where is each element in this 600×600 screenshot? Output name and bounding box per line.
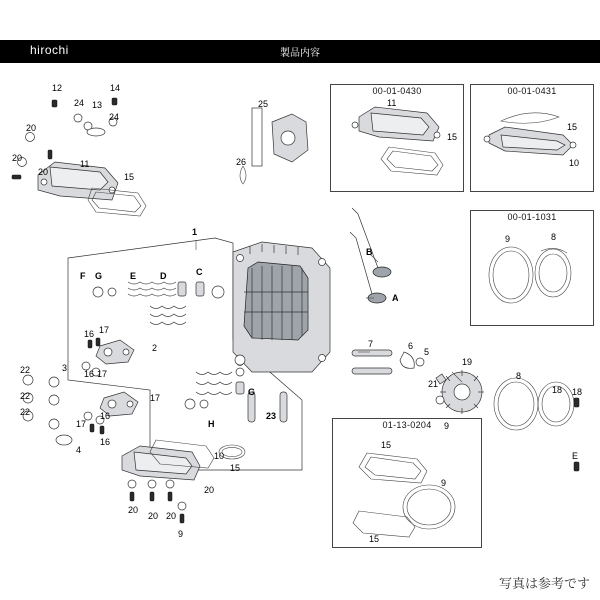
panel-callout: 11 xyxy=(387,98,397,108)
panel-code: 01-13-0204 xyxy=(382,420,432,430)
callout-number: 17 xyxy=(99,325,110,335)
callout-number: 9 xyxy=(178,529,184,539)
callout-number: 14 xyxy=(110,83,121,93)
callout-number: 17 xyxy=(150,393,161,403)
callout-number: 25 xyxy=(258,99,269,109)
callout-number: 20 xyxy=(166,511,177,521)
panel-callout: 15 xyxy=(381,440,392,450)
callout-number: 24 xyxy=(109,112,120,122)
panel-callout: 8 xyxy=(551,232,557,242)
callout-number: 22 xyxy=(20,407,31,417)
panel-01-13-0204 xyxy=(332,418,482,548)
callout-number: 4 xyxy=(76,445,82,455)
callout-number: F xyxy=(80,271,86,281)
callout-number: 16 xyxy=(84,329,95,339)
panel-callout: 15 xyxy=(567,122,578,132)
panel-code: 00-01-1031 xyxy=(507,212,557,222)
brand-logo: hirochi xyxy=(30,43,69,57)
callout-number: 20 xyxy=(38,167,49,177)
callout-number: 18 xyxy=(572,387,583,397)
callout-number: 26 xyxy=(236,157,247,167)
callout-number: 20 xyxy=(26,123,37,133)
callout-number: 10 xyxy=(214,451,225,461)
callout-number: 17 xyxy=(76,419,87,429)
callout-number: 20 xyxy=(148,511,159,521)
reference-note: 写真は参考です xyxy=(498,576,590,591)
callout-number: G xyxy=(248,387,256,397)
callout-number: 23 xyxy=(266,411,277,421)
callout-number: H xyxy=(208,419,215,429)
callout-number: 21 xyxy=(428,379,439,389)
callout-number: C xyxy=(196,267,203,277)
callout-number: D xyxy=(160,271,167,281)
callout-number: 11 xyxy=(80,159,90,169)
callout-number: 24 xyxy=(74,98,85,108)
callout-number: 5 xyxy=(424,347,430,357)
panel-callout: 10 xyxy=(569,158,580,168)
callout-number: 17 xyxy=(97,369,108,379)
callout-number: 8 xyxy=(516,371,522,381)
callout-number: 16 xyxy=(84,369,95,379)
callout-number: 18 xyxy=(552,385,563,395)
callout-number: 20 xyxy=(204,485,215,495)
callout-number: 16 xyxy=(100,437,111,447)
callout-number: E xyxy=(130,271,137,281)
panel-code: 00-01-0430 xyxy=(372,86,422,96)
panel-callout: 9 xyxy=(505,234,511,244)
callout-number: 22 xyxy=(20,365,31,375)
page-title: 製品内容 xyxy=(280,48,320,59)
panel-00-01-0430 xyxy=(330,84,464,192)
callout-number: A xyxy=(392,293,399,303)
panel-callout: 15 xyxy=(447,132,458,142)
callout-number: 20 xyxy=(12,153,23,163)
callout-number: 12 xyxy=(52,83,63,93)
callout-number: 16 xyxy=(100,411,111,421)
callout-number: G xyxy=(95,271,103,281)
callout-number: 3 xyxy=(62,363,68,373)
panel-callout: 9 xyxy=(441,478,447,488)
callout-number: 20 xyxy=(128,505,139,515)
callout-number: 15 xyxy=(124,172,135,182)
callout-number: 19 xyxy=(462,357,473,367)
panel-callout: 15 xyxy=(369,534,380,544)
callout-number: 13 xyxy=(92,100,103,110)
callout-number: 6 xyxy=(408,341,414,351)
callout-number: 2 xyxy=(152,343,158,353)
callout-number: B xyxy=(366,247,373,257)
panel-code: 00-01-0431 xyxy=(507,86,557,96)
callout-number: 9 xyxy=(444,421,450,431)
callout-number: 22 xyxy=(20,391,31,401)
callout-number: 1 xyxy=(192,227,198,237)
panel-00-01-0431 xyxy=(470,84,594,192)
callout-number: E xyxy=(572,451,579,461)
callout-number: 7 xyxy=(368,339,374,349)
callout-number: 15 xyxy=(230,463,241,473)
panel-00-01-1031 xyxy=(470,210,594,326)
